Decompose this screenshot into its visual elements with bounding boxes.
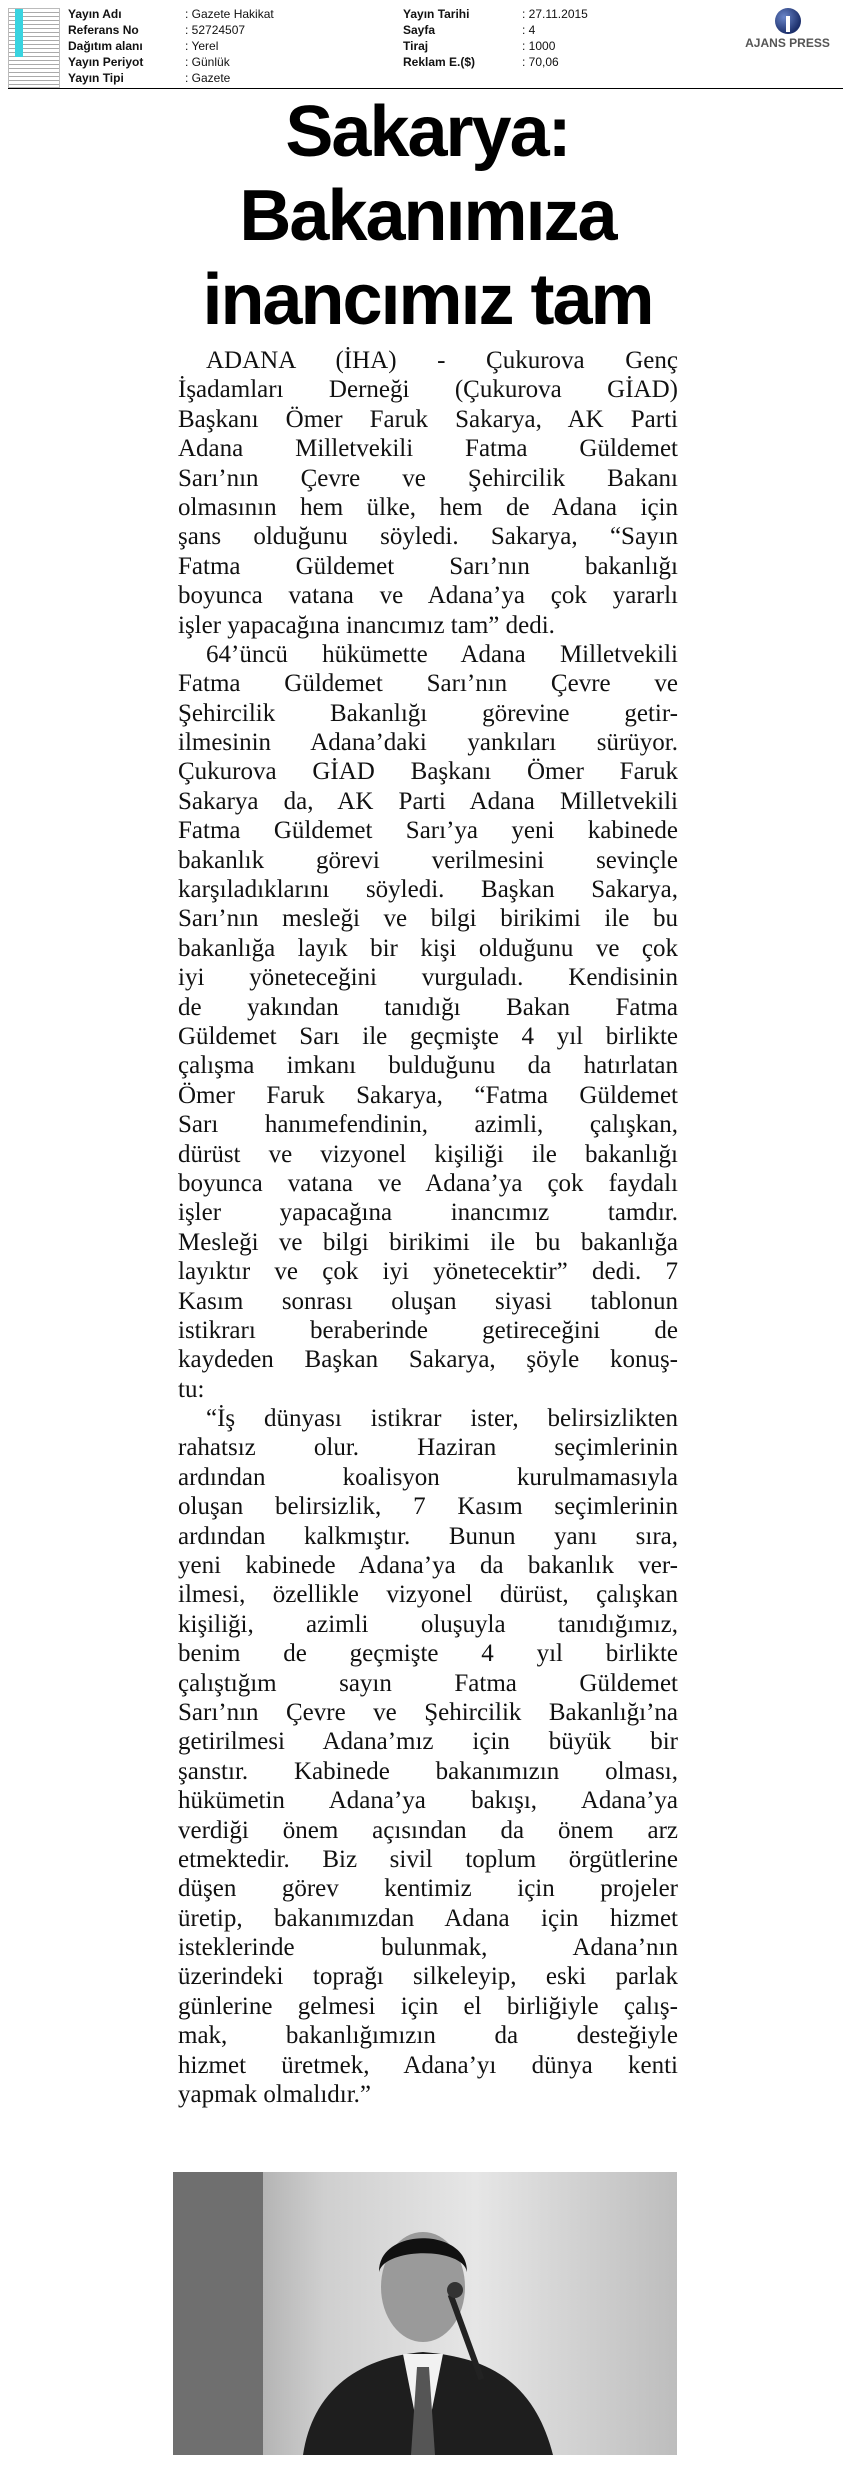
text-line: ilmesi, özellikle vizyonel dürüst, çalışkan: [178, 1581, 678, 1609]
text-line: ardından kalkmıştır. Bunun yanı sıra,: [178, 1522, 678, 1550]
text-line: yeni kabinede Adana’ya da bakanlık ver-: [178, 1552, 678, 1580]
portrait-image: [173, 2172, 677, 2455]
field-value: : Gazete Hakikat: [185, 7, 274, 21]
thumbnail-highlight: [15, 9, 23, 57]
text-line: üretip, bakanımızdan Adana için hizmet: [178, 1904, 678, 1932]
field-value: : 70,06: [522, 55, 559, 69]
text-line: tu:: [178, 1375, 205, 1403]
headline-line: Bakanımıza: [239, 176, 616, 256]
text-line: etmektedir. Biz sivil toplum örgütlerine: [178, 1845, 678, 1873]
globe-icon: [775, 8, 801, 34]
text-line: kaydeden Başkan Sakarya, şöyle konuş-: [178, 1346, 678, 1374]
article-headline: [170, 90, 685, 342]
text-line: işler yapacağına inancımız tam” dedi.: [178, 611, 555, 639]
text-line: Başkanı Ömer Faruk Sakarya, AK Parti: [178, 405, 678, 433]
field-label: Referans No: [68, 23, 139, 37]
field-label: Yayın Adı: [68, 7, 122, 21]
text-line: isteklerinde bulunmak, Adana’nın: [178, 1934, 678, 1962]
text-line: şans olduğunu söyledi. Sakarya, “Sayın: [178, 523, 678, 551]
text-line: hükümetin Adana’ya bakışı, Adana’ya: [178, 1787, 678, 1815]
field-value: : 4: [522, 23, 536, 37]
headline-line: inancımız tam: [202, 260, 653, 340]
field-value: : 52724507: [185, 23, 246, 37]
text-line: benim de geçmişte 4 yıl birlikte: [178, 1640, 678, 1668]
logo-text: AJANS PRESS: [745, 36, 830, 50]
field-value: : 1000: [522, 39, 556, 53]
text-line: iyi yöneteceğini vurguladı. Kendisinin: [178, 964, 678, 992]
text-line: de yakından tanıdığı Bakan Fatma: [178, 993, 678, 1021]
field-value: : Günlük: [185, 55, 230, 69]
text-line: istikrarı beraberinde getireceğini de: [178, 1316, 678, 1344]
text-line: düşen görev kentimiz için projeler: [178, 1875, 678, 1903]
text-line: Kasım sonrası oluşan siyasi tablonun: [178, 1287, 678, 1315]
article-body: [178, 346, 678, 2109]
text-line: İşadamları Derneği (Çukurova GİAD): [178, 376, 678, 404]
text-line: Fatma Güldemet Sarı’nın Çevre ve: [178, 670, 678, 698]
text-line: kişiliği, azimli oluşuyla tanıdığımız,: [178, 1610, 678, 1638]
text-line: Fatma Güldemet Sarı’nın bakanlığı: [178, 552, 678, 580]
paragraph: [178, 1404, 678, 2109]
text-line: boyunca vatana ve Adana’ya çok yararlı: [178, 582, 678, 610]
text-line: Adana Milletvekili Fatma Güldemet: [178, 435, 678, 463]
field-label: Yayın Periyot: [68, 55, 144, 69]
text-line: ardından koalisyon kurulmamasıyla: [178, 1463, 678, 1491]
page-thumbnail: [8, 8, 60, 88]
clipping-header: [0, 0, 850, 90]
text-line: Şehircilik Bakanlığı görevine getir-: [178, 699, 678, 727]
text-line: çalıştığım sayın Fatma Güldemet: [178, 1669, 678, 1697]
text-line: Sarı’nın mesleği ve bilgi birikimi ile bu: [178, 905, 678, 933]
ajans-press-logo: [740, 8, 835, 51]
text-line: Sakarya da, AK Parti Adana Milletvekili: [178, 787, 678, 815]
text-line: 64’üncü hükümette Adana Milletvekili: [206, 640, 678, 668]
field-label: Sayfa: [403, 23, 436, 37]
text-line: işler yapacağına inancımız tamdır.: [178, 1199, 678, 1227]
headline-line: Sakarya:: [285, 92, 570, 172]
right-field-labels: [403, 6, 475, 70]
text-line: dürüst ve vizyonel kişiliği ile bakanlığı: [178, 1140, 678, 1168]
text-line: rahatsız olur. Haziran seçimlerinin: [178, 1434, 678, 1462]
text-line: getirilmesi Adana’mız için büyük bir: [178, 1728, 678, 1756]
left-field-labels: [68, 6, 143, 86]
text-line: bakanlık görevi verilmesini sevinçle: [178, 846, 678, 874]
text-line: üzerindeki toprağı silkeleyip, eski parlak: [178, 1963, 678, 1991]
text-line: şanstır. Kabinede bakanımızın olması,: [178, 1757, 678, 1785]
text-line: boyunca vatana ve Adana’ya çok faydalı: [178, 1169, 678, 1197]
text-line: çalışma imkanı bulduğunu da hatırlatan: [178, 1052, 678, 1080]
field-label: Reklam E.($): [403, 55, 476, 69]
field-label: Dağıtım alanı: [68, 39, 143, 53]
text-line: ilmesinin Adana’daki yankıları sürüyor.: [178, 729, 678, 757]
text-line: günlerine gelmesi için el birliğiyle çalış-: [178, 1992, 678, 2020]
text-line: oluşan belirsizlik, 7 Kasım seçimlerinin: [178, 1493, 678, 1521]
text-line: hizmet üretmek, Adana’yı dünya kenti: [178, 2051, 678, 2079]
field-label: Yayın Tipi: [68, 71, 124, 85]
article-photo: [173, 2172, 677, 2455]
field-value: : Gazete: [185, 71, 231, 85]
text-line: verdiği önem açısından da önem arz: [178, 1816, 678, 1844]
header-divider: [8, 88, 843, 89]
text-line: Mesleği ve bilgi birikimi ile bu bakanlığa: [178, 1228, 678, 1256]
text-line: karşıladıklarını söyledi. Başkan Sakarya,: [178, 876, 678, 904]
left-field-values: [185, 6, 274, 86]
right-field-values: [522, 6, 588, 70]
paragraph: [178, 640, 678, 1404]
field-label: Tiraj: [403, 39, 429, 53]
field-value: : 27.11.2015: [522, 7, 588, 21]
text-line: “İş dünyası istikrar ister, belirsizlikten: [206, 1405, 678, 1433]
text-line: bakanlığa layık bir kişi olduğunu ve çok: [178, 934, 678, 962]
text-line: olmasının hem ülke, hem de Adana için: [178, 493, 678, 521]
field-label: Yayın Tarihi: [403, 7, 470, 21]
text-line: yapmak olmalıdır.”: [178, 2081, 372, 2109]
text-line: ADANA (İHA) - Çukurova Genç: [206, 347, 678, 374]
text-line: Çukurova GİAD Başkanı Ömer Faruk: [178, 758, 678, 786]
text-line: Fatma Güldemet Sarı’ya yeni kabinede: [178, 817, 678, 845]
text-line: Sarı’nın Çevre ve Şehircilik Bakanlığı’na: [178, 1698, 678, 1726]
text-line: mak, bakanlığımızın da desteğiyle: [178, 2022, 678, 2050]
text-line: Güldemet Sarı ile geçmişte 4 yıl birlikte: [178, 1022, 678, 1050]
field-value: : Yerel: [185, 39, 219, 53]
text-line: Sarı hanımefendinin, azimli, çalışkan,: [178, 1111, 678, 1139]
text-line: layıktır ve çok iyi yönetecektir” dedi. 7: [178, 1258, 678, 1286]
paragraph: [178, 346, 678, 640]
text-line: Sarı’nın Çevre ve Şehircilik Bakanı: [178, 464, 678, 492]
text-line: Ömer Faruk Sakarya, “Fatma Güldemet: [178, 1081, 678, 1109]
